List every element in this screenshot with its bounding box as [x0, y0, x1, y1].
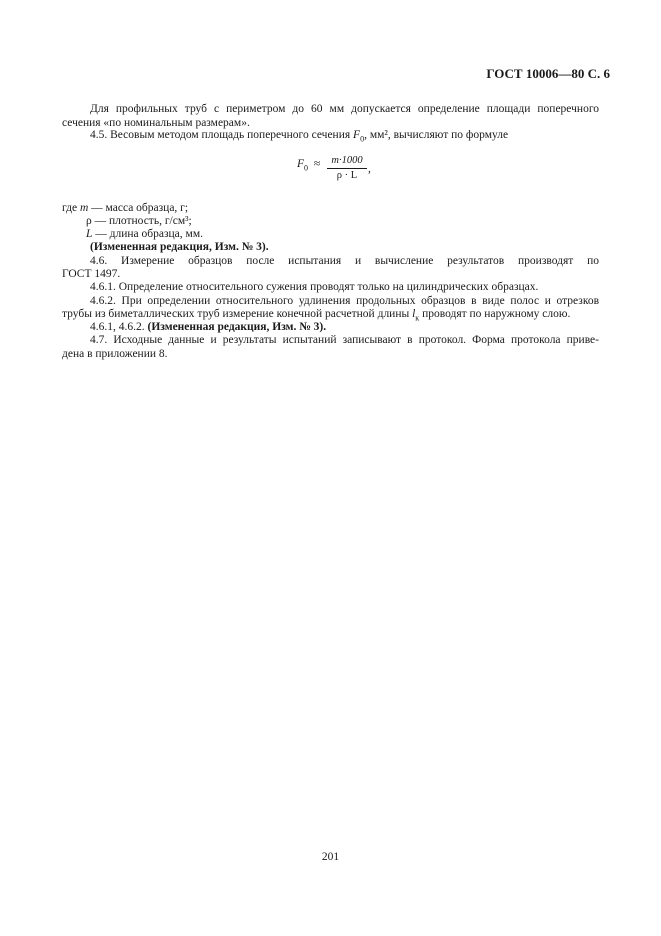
- paragraph-line: сечения «по номинальным размерам».: [62, 117, 250, 129]
- variable: L: [86, 228, 93, 240]
- text: , мм², вычисляют по формуле: [364, 129, 509, 141]
- page-number: 201: [321, 851, 340, 863]
- text: проводят по наружному слою.: [419, 308, 571, 320]
- formula-lhs: [297, 158, 320, 172]
- where-line: [62, 201, 188, 215]
- text: — масса образца, г;: [88, 202, 189, 214]
- paragraph-4-6-1: 4.6.1. Определение относительного сужения проводят только на цилиндрических образцах.: [90, 281, 539, 293]
- subscript: к: [415, 313, 420, 323]
- text: трубы из биметаллических труб измерение конечной расчетной длины: [62, 308, 413, 320]
- document-header: ГОСТ 10006—80 С. 6: [486, 66, 610, 81]
- paragraph-line: Для профильных труб с периметром до 60 мм допускается определение площади поперечного: [90, 103, 599, 115]
- formula-denominator: ρ · L: [336, 170, 358, 181]
- where-line: ρ — плотность, г/см³;: [86, 215, 192, 227]
- text: 4.6.1, 4.6.2.: [90, 321, 148, 333]
- formula-numerator: m·1000: [331, 155, 363, 166]
- formula-variable: F: [297, 158, 305, 170]
- paragraph-line: дена в приложении 8.: [62, 348, 168, 360]
- revision-note: [90, 320, 326, 334]
- revision-note: (Измененная редакция, Изм. № 3).: [90, 241, 269, 253]
- where-line: [86, 227, 203, 241]
- formula-fraction: [327, 155, 367, 182]
- fraction-bar: [327, 168, 367, 169]
- paragraph-line: 4.6. Измерение образцов после испытания и вычисление результатов производят по: [90, 255, 599, 267]
- variable: l: [412, 308, 416, 320]
- paragraph-line: ГОСТ 1497.: [62, 268, 121, 280]
- variable: F: [353, 129, 361, 141]
- paragraph-line: 4.6.2. При определении относительного удлинения продольных образцов в виде полос и отрезков: [90, 295, 599, 307]
- formula-subscript: 0: [304, 163, 309, 173]
- text: где: [62, 202, 80, 214]
- variable: m: [79, 202, 89, 214]
- subscript: 0: [360, 134, 365, 144]
- paragraph-line: 4.7. Исходные данные и результаты испытаний записывают в протокол. Форма протокола приве-: [90, 334, 599, 346]
- formula-approx: ≈: [313, 158, 321, 170]
- paragraph-4-5: [90, 128, 508, 146]
- text: — длина образца, мм.: [92, 228, 203, 240]
- formula-comma: ,: [368, 163, 371, 175]
- bold-text: (Измененная редакция, Изм. № 3).: [147, 321, 327, 333]
- text: 4.5. Весовым методом площадь поперечного сечения: [90, 129, 354, 141]
